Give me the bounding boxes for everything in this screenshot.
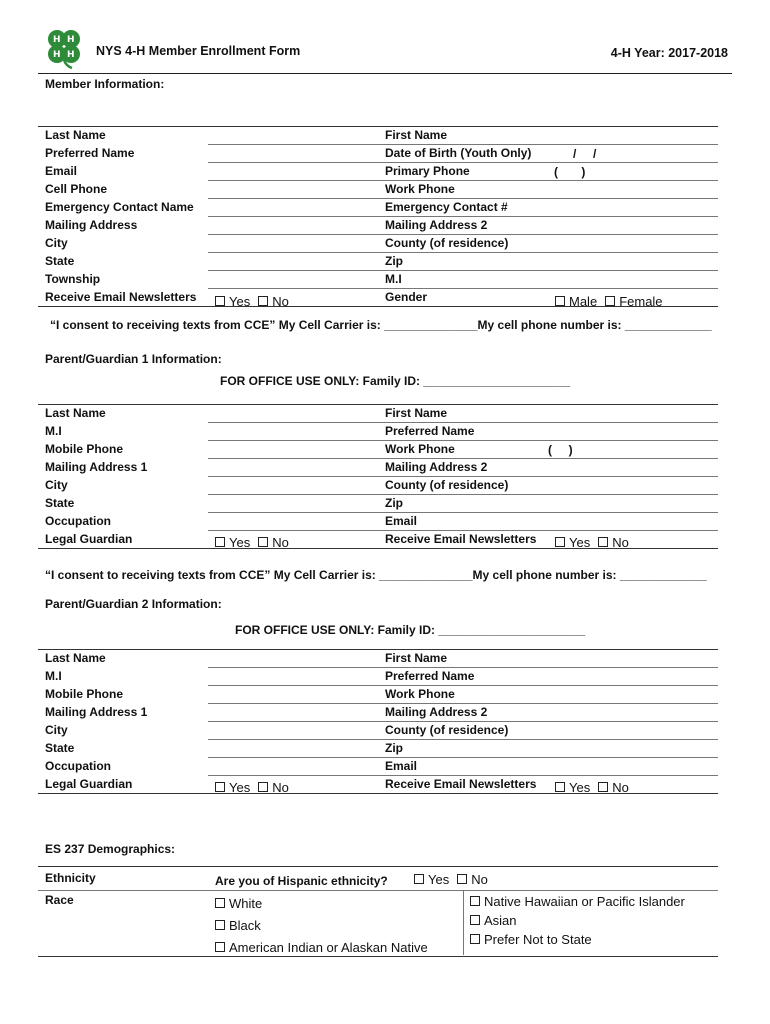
member-left-label: Email <box>45 164 78 178</box>
guardian1-left-field[interactable] <box>208 423 378 439</box>
checkbox-icon <box>555 782 565 792</box>
guardian1-legal-no[interactable]: No <box>258 535 289 550</box>
checkbox-icon <box>258 782 268 792</box>
guardian1-section-title: Parent/Guardian 1 Information: <box>45 352 222 366</box>
member-right-field[interactable] <box>548 199 716 215</box>
member-consent-line: “I consent to receiving texts from CCE” My Cell Carrier is: ______________My cell phone number is: _____________ <box>50 318 712 332</box>
guardian2-left-label: Legal Guardian <box>45 777 133 791</box>
demographics-section-title: ES 237 Demographics: <box>45 842 176 856</box>
member-right-field[interactable] <box>548 217 716 233</box>
guardian1-row-rule <box>208 530 718 531</box>
guardian2-office-use: FOR OFFICE USE ONLY: Family ID: ______________________ <box>235 623 586 637</box>
guardian1-left-field[interactable] <box>208 513 378 529</box>
guardian2-left-field[interactable] <box>208 740 378 756</box>
guardian2-left-label: Last Name <box>45 651 106 665</box>
guardian1-newsletter-options <box>555 535 629 550</box>
member-right-field[interactable] <box>548 271 716 287</box>
guardian1-left-field[interactable] <box>208 477 378 493</box>
guardian1-right-label: County (of residence) <box>385 478 509 492</box>
gender-options <box>555 294 663 309</box>
checkbox-icon <box>215 920 225 930</box>
guardian2-row-rule <box>38 649 718 650</box>
svg-text:H: H <box>67 35 75 45</box>
program-year: 4-H Year: 2017-2018 <box>610 46 728 60</box>
demographics-top-rule <box>38 866 718 867</box>
checkbox-icon <box>215 296 225 306</box>
hispanic-no-option[interactable]: No <box>457 872 488 887</box>
guardian2-right-field[interactable] <box>548 704 716 720</box>
ethnicity-rule-left <box>38 890 463 891</box>
guardian2-row-rule <box>208 685 718 686</box>
guardian2-left-field[interactable] <box>208 722 378 738</box>
member-right-field[interactable] <box>548 127 716 143</box>
guardian1-legal-yes[interactable]: Yes <box>215 535 250 550</box>
guardian1-left-field[interactable] <box>208 459 378 475</box>
guardian2-right-label: County (of residence) <box>385 723 509 737</box>
checkbox-icon <box>457 874 467 884</box>
guardian1-left-field[interactable] <box>208 495 378 511</box>
guardian1-right-label: First Name <box>385 406 448 420</box>
ethnicity-rule-right <box>463 890 718 891</box>
guardian1-newsletter-yes[interactable]: Yes <box>555 535 590 550</box>
checkbox-icon <box>605 296 615 306</box>
guardian2-left-label: Mailing Address 1 <box>45 705 148 719</box>
member-right-label: Gender <box>385 290 428 304</box>
member-right-label: County (of residence) <box>385 236 509 250</box>
member-right-label: First Name <box>385 128 448 142</box>
primary-phone-mask: ( ) <box>554 165 586 179</box>
guardian1-left-label: City <box>45 478 68 492</box>
member-left-field[interactable] <box>208 271 378 287</box>
guardian2-row-rule <box>208 739 718 740</box>
guardian1-row-rule <box>208 512 718 513</box>
guardian2-newsletter-no[interactable]: No <box>598 780 629 795</box>
race-option-asian[interactable]: Asian <box>470 913 517 928</box>
svg-text:H: H <box>53 35 61 45</box>
guardian1-right-field[interactable] <box>548 477 716 493</box>
member-right-label: Mailing Address 2 <box>385 218 488 232</box>
checkbox-icon <box>555 296 565 306</box>
member-section-title: Member Information: <box>45 77 165 91</box>
checkbox-icon <box>258 537 268 547</box>
svg-text:H: H <box>53 50 61 60</box>
member-left-label: Township <box>45 272 101 286</box>
guardian2-left-field[interactable] <box>208 668 378 684</box>
member-left-field[interactable] <box>208 253 378 269</box>
member-left-label: Mailing Address <box>45 218 138 232</box>
guardian1-row-rule <box>208 494 718 495</box>
guardian2-right-label: Email <box>385 759 418 773</box>
four-h-clover-logo <box>42 26 86 70</box>
checkbox-icon <box>598 537 608 547</box>
member-right-label: Primary Phone <box>385 164 470 178</box>
guardian1-right-label: Receive Email Newsletters <box>385 532 537 546</box>
checkbox-icon <box>215 942 225 952</box>
member-row-rule <box>208 216 718 217</box>
guardian2-legal-yes[interactable]: Yes <box>215 780 250 795</box>
guardian1-right-label: Work Phone <box>385 442 455 456</box>
guardian2-left-label: Occupation <box>45 759 112 773</box>
member-row-rule <box>208 270 718 271</box>
race-divider <box>463 890 464 955</box>
hispanic-yes-option[interactable]: Yes <box>414 872 449 887</box>
guardian1-right-label: Email <box>385 514 418 528</box>
member-row-rule <box>208 252 718 253</box>
guardian2-right-field[interactable] <box>548 668 716 684</box>
guardian2-newsletter-options <box>555 780 629 795</box>
member-left-label: Last Name <box>45 128 106 142</box>
member-left-label: Emergency Contact Name <box>45 200 194 214</box>
guardian1-row-rule <box>208 476 718 477</box>
member-row-rule <box>208 198 718 199</box>
member-row-rule <box>38 126 718 127</box>
guardian1-office-use: FOR OFFICE USE ONLY: Family ID: ______________________ <box>220 374 571 388</box>
guardian2-right-field[interactable] <box>548 758 716 774</box>
guardian1-left-label: Occupation <box>45 514 112 528</box>
member-left-field[interactable] <box>208 235 378 251</box>
member-left-label: State <box>45 254 75 268</box>
guardian1-left-label: M.I <box>45 424 62 438</box>
member-newsletter-options <box>215 294 289 309</box>
race-option-white[interactable]: White <box>215 896 262 911</box>
svg-text:H: H <box>67 50 75 60</box>
guardian1-right-field[interactable] <box>548 405 716 421</box>
race-option-native-hawaiian[interactable]: Native Hawaiian or Pacific Islander <box>470 894 685 909</box>
checkbox-icon <box>470 896 480 906</box>
guardian1-right-field[interactable] <box>548 513 716 529</box>
member-left-field[interactable] <box>208 199 378 215</box>
checkbox-icon <box>414 874 424 884</box>
member-left-field[interactable] <box>208 145 378 161</box>
guardian1-legal-options <box>215 535 289 550</box>
guardian1-right-label: Zip <box>385 496 403 510</box>
guardian1-right-field[interactable] <box>548 495 716 511</box>
member-left-field[interactable] <box>208 217 378 233</box>
guardian2-left-label: State <box>45 741 75 755</box>
member-left-label: Cell Phone <box>45 182 108 196</box>
guardian2-newsletter-yes[interactable]: Yes <box>555 780 590 795</box>
checkbox-icon <box>555 537 565 547</box>
checkbox-icon <box>215 898 225 908</box>
checkbox-icon <box>470 934 480 944</box>
member-row-rule <box>208 234 718 235</box>
guardian2-row-rule <box>208 667 718 668</box>
guardian1-left-label: Legal Guardian <box>45 532 133 546</box>
guardian2-left-field[interactable] <box>208 686 378 702</box>
member-left-field[interactable] <box>208 163 378 179</box>
guardian2-right-field[interactable] <box>548 740 716 756</box>
gender-female-option[interactable]: Female <box>605 294 662 309</box>
guardian2-left-field[interactable] <box>208 704 378 720</box>
guardian2-right-field[interactable] <box>548 722 716 738</box>
ethnicity-label: Ethnicity <box>45 871 96 885</box>
guardian2-row-rule <box>208 775 718 776</box>
member-row-rule <box>208 180 718 181</box>
guardian2-right-field[interactable] <box>548 686 716 702</box>
member-row-rule <box>208 144 718 145</box>
gender-male-option[interactable]: Male <box>555 294 597 309</box>
checkbox-icon <box>598 782 608 792</box>
guardian1-row-rule <box>38 404 718 405</box>
guardian2-left-label: Mobile Phone <box>45 687 123 701</box>
guardian1-consent-line: “I consent to receiving texts from CCE” My Cell Carrier is: ______________My cell phone number is: _____________ <box>45 568 707 582</box>
member-row-rule <box>208 162 718 163</box>
demographics-bottom-rule <box>38 956 718 957</box>
guardian2-row-rule <box>208 757 718 758</box>
guardian2-left-label: M.I <box>45 669 62 683</box>
guardian1-left-field[interactable] <box>208 405 378 421</box>
guardian2-right-label: Receive Email Newsletters <box>385 777 537 791</box>
member-right-label: M.I <box>385 272 402 286</box>
member-right-label: Work Phone <box>385 182 455 196</box>
guardian2-legal-options <box>215 780 289 795</box>
header-divider <box>38 73 732 74</box>
guardian2-right-label: Preferred Name <box>385 669 475 683</box>
guardian2-right-field[interactable] <box>548 650 716 666</box>
member-right-label: Emergency Contact # <box>385 200 508 214</box>
dob-mask: / / <box>573 147 597 161</box>
member-right-field[interactable] <box>548 181 716 197</box>
guardian2-left-field[interactable] <box>208 650 378 666</box>
race-option-american-indian[interactable]: American Indian or Alaskan Native <box>215 940 428 955</box>
guardian2-right-label: First Name <box>385 651 448 665</box>
guardian1-right-label: Preferred Name <box>385 424 475 438</box>
guardian2-section-title: Parent/Guardian 2 Information: <box>45 597 222 611</box>
race-option-prefer-not[interactable]: Prefer Not to State <box>470 932 592 947</box>
member-row-rule <box>208 288 718 289</box>
member-left-field[interactable] <box>208 127 378 143</box>
guardian2-right-label: Zip <box>385 741 403 755</box>
member-right-field[interactable] <box>548 235 716 251</box>
guardian1-left-label: Last Name <box>45 406 106 420</box>
member-left-field[interactable] <box>208 181 378 197</box>
guardian1-right-field[interactable] <box>548 441 716 457</box>
checkbox-icon <box>215 537 225 547</box>
member-right-label: Zip <box>385 254 403 268</box>
guardian1-left-label: State <box>45 496 75 510</box>
guardian1-row-rule <box>208 440 718 441</box>
checkbox-icon <box>258 296 268 306</box>
member-left-label: Preferred Name <box>45 146 135 160</box>
form-title: NYS 4-H Member Enrollment Form <box>96 44 301 58</box>
guardian1-row-rule <box>208 422 718 423</box>
guardian1-left-label: Mailing Address 1 <box>45 460 148 474</box>
member-right-field[interactable] <box>548 253 716 269</box>
checkbox-icon <box>470 915 480 925</box>
guardian1-left-label: Mobile Phone <box>45 442 123 456</box>
guardian1-newsletter-no[interactable]: No <box>598 535 629 550</box>
guardian2-right-label: Work Phone <box>385 687 455 701</box>
member-right-label: Date of Birth (Youth Only) <box>385 146 532 160</box>
hispanic-options <box>414 872 488 887</box>
guardian2-left-field[interactable] <box>208 758 378 774</box>
member-newsletter-no[interactable]: No <box>258 294 289 309</box>
guardian2-legal-no[interactable]: No <box>258 780 289 795</box>
guardian1-right-field[interactable] <box>548 423 716 439</box>
member-left-label: Receive Email Newsletters <box>45 290 197 304</box>
guardian2-right-label: Mailing Address 2 <box>385 705 488 719</box>
guardian1-right-field[interactable] <box>548 459 716 475</box>
race-option-black[interactable]: Black <box>215 918 261 933</box>
guardian1-row-rule <box>208 458 718 459</box>
race-label: Race <box>45 893 74 907</box>
checkbox-icon <box>215 782 225 792</box>
member-newsletter-yes[interactable]: Yes <box>215 294 250 309</box>
guardian1-left-field[interactable] <box>208 441 378 457</box>
guardian1-work-phone-mask: ( ) <box>548 443 573 457</box>
guardian1-right-label: Mailing Address 2 <box>385 460 488 474</box>
member-left-label: City <box>45 236 68 250</box>
hispanic-question: Are you of Hispanic ethnicity? <box>215 874 388 888</box>
guardian2-row-rule <box>208 721 718 722</box>
guardian2-left-label: City <box>45 723 68 737</box>
guardian2-row-rule <box>208 703 718 704</box>
